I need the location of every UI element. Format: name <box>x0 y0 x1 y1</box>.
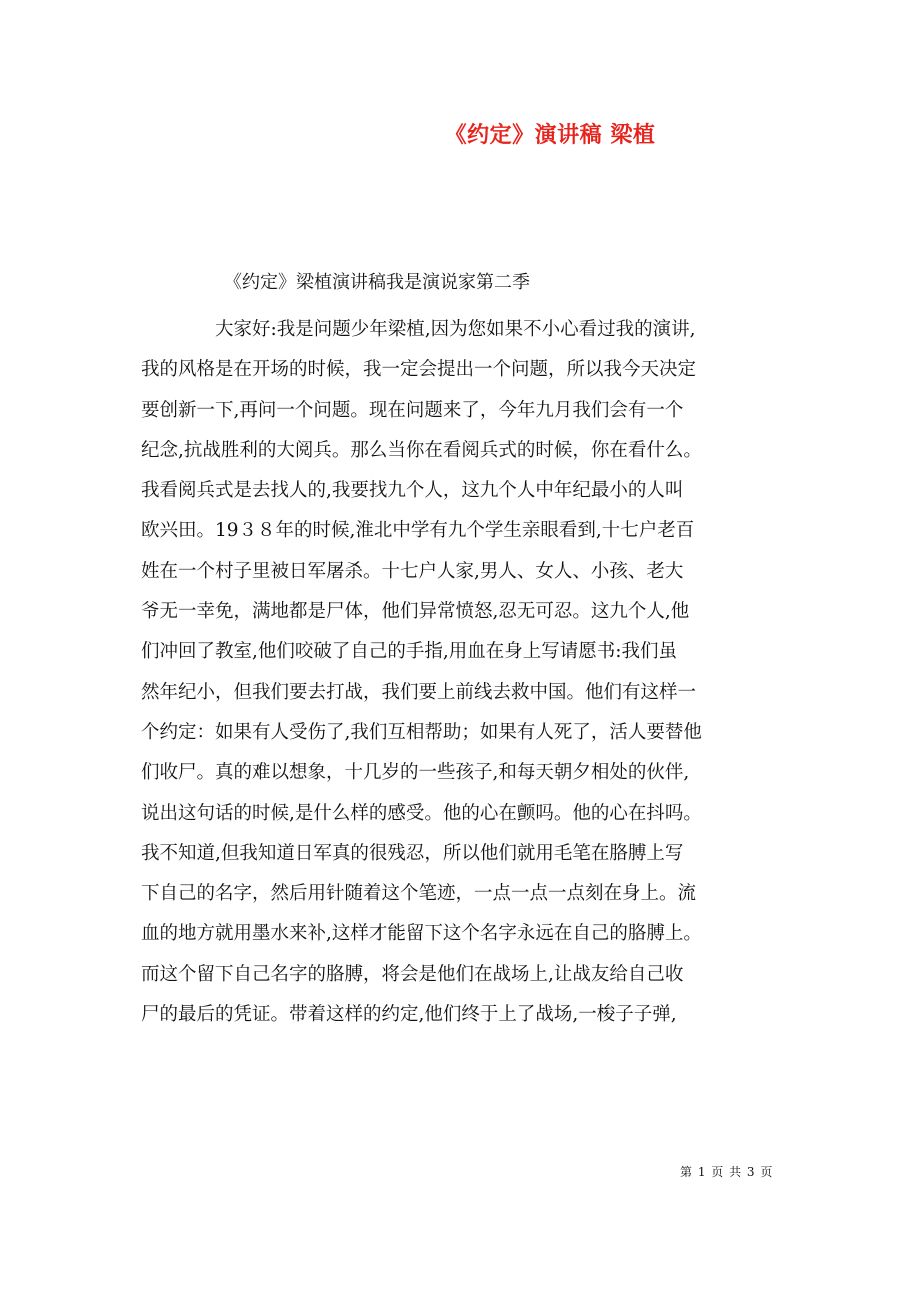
text-line: 我不知道,但我知道日军真的很残忍，所以他们就用毛笔在胳膊上写 <box>141 842 684 864</box>
text-line: 我的风格是在开场的时候，我一定会提出一个问题，所以我今天决定 <box>141 359 697 381</box>
text-line: 个约定：如果有人受伤了,我们互相帮助；如果有人死了，活人要替他 <box>141 721 702 743</box>
text-line: 下自己的名字，然后用针随着这个笔迹，一点一点一点刻在身上。流 <box>141 883 697 905</box>
text-line: 纪念,抗战胜利的大阅兵。那么当你在看阅兵式的时候，你在看什么。 <box>141 439 702 461</box>
text-line: 血的地方就用墨水来补,这样才能留下这个名字永远在自己的胳膊上。 <box>141 923 702 945</box>
text-line: 爷无一幸免，满地都是尸体，他们异常愤怒,忍无可忍。这九个人,他 <box>141 601 690 623</box>
text-line: 然年纪小，但我们要去打战，我们要上前线去救中国。他们有这样一 <box>141 681 697 703</box>
text-line: 我看阅兵式是去找人的,我要找九个人，这九个人中年纪最小的人叫 <box>141 480 684 502</box>
text-line: 姓在一个村子里被日军屠杀。十七户人家,男人、女人、小孩、老大 <box>141 560 684 582</box>
subtitle: 《约定》梁植演讲稿我是演说家第二季 <box>224 272 530 293</box>
text-line: 尸的最后的凭证。带着这样的约定,他们终于上了战场,一梭子子弹, <box>141 1004 677 1026</box>
text-line: 们收尸。真的难以想象，十几岁的一些孩子,和每天朝夕相处的伙伴, <box>141 762 690 784</box>
text-line: 说出这句话的时候,是什么样的感受。他的心在颤吗。他的心在抖吗。 <box>141 802 702 824</box>
body-text <box>141 310 783 1035</box>
text-line: 大家好:我是问题少年梁植,因为您如果不小心看过我的演讲, <box>215 319 696 340</box>
text-line: 要创新一下,再问一个问题。现在问题来了，今年九月我们会有一个 <box>141 399 684 421</box>
page-number: 第 1 页 共 3 页 <box>680 1165 774 1179</box>
text-line: 欧兴田。19３８年的时候,淮北中学有九个学生亲眼看到,十七户老百 <box>141 520 695 542</box>
text-line: 而这个留下自己名字的胳膊，将会是他们在战场上,让战友给自己收 <box>141 963 684 985</box>
page-title: 《约定》演讲稿 梁植 <box>444 123 656 148</box>
text-line: 们冲回了教室,他们咬破了自己的手指,用血在身上写请愿书:我们虽 <box>141 641 677 663</box>
